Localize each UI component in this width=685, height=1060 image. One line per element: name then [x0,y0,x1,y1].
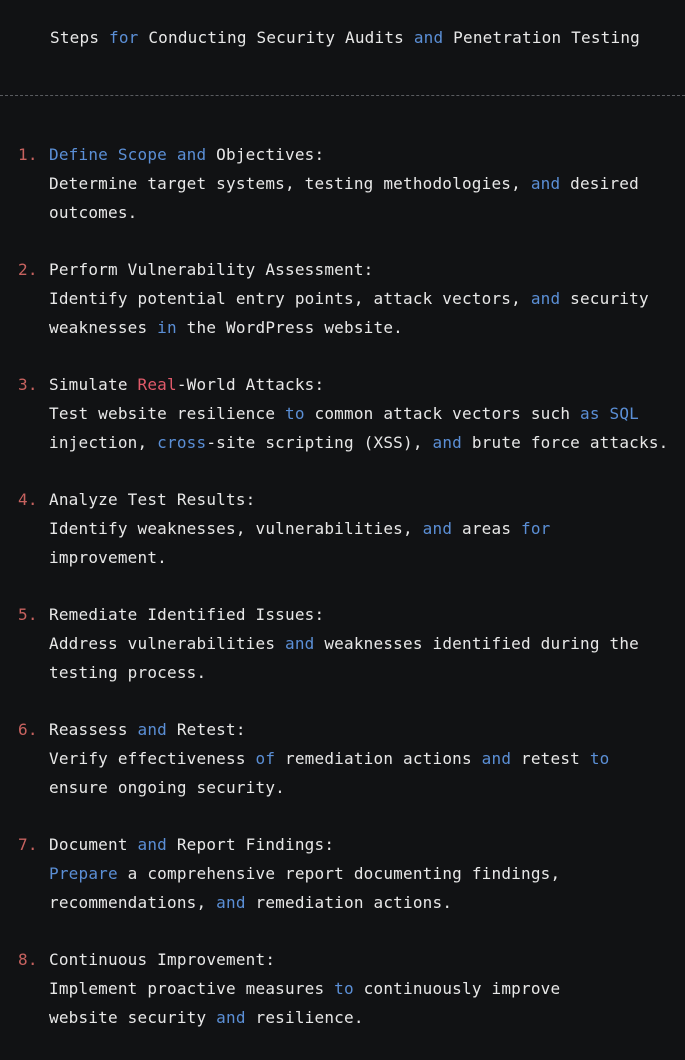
step-title [49,140,324,169]
step-title [49,830,334,859]
text-segment: Test website resilience [49,404,285,423]
text-segment: Conducting Security Audits [138,28,414,47]
description-line [49,198,639,227]
text-segment: Determine target systems, testing methodologies, [49,174,531,193]
text-segment: and [137,835,167,854]
text-segment: and [137,720,167,739]
step-number: 7. [18,835,38,854]
text-segment: -World Attacks: [176,375,325,394]
step-description [49,514,551,572]
dashed-divider [0,95,685,96]
description-line [49,313,649,342]
description-line [49,543,551,572]
text-segment: Perform Vulnerability Assessment: [49,260,374,279]
text-segment: retest [511,749,590,768]
description-line [49,974,560,1003]
text-segment: Reassess [49,720,138,739]
text-segment: brute force attacks. [462,433,669,452]
text-segment: in [157,318,177,337]
step-number: 3. [18,375,38,394]
step-number: 1. [18,145,38,164]
list-item [0,370,685,485]
text-segment: as SQL [580,404,639,423]
text-segment: a comprehensive report documenting findings, [117,864,561,883]
description-line [49,773,610,802]
text-segment: weaknesses [49,318,158,337]
text-segment: common attack vectors such [304,404,580,423]
text-segment: weaknesses identified during the [314,634,639,653]
text-segment: Analyze Test Results: [49,490,256,509]
step-description [49,974,560,1032]
step-number: 4. [18,490,38,509]
text-segment: to [334,979,354,998]
text-segment: ensure ongoing security. [49,778,285,797]
text-segment: and [481,749,512,768]
step-title [49,370,324,399]
description-line [49,888,560,917]
text-segment: Continuous Improvement: [49,950,276,969]
text-segment: of [255,749,276,768]
step-description [49,744,610,802]
step-number: 6. [18,720,38,739]
text-segment: Penetration Testing [443,28,640,47]
step-title [49,945,275,974]
description-line [49,1003,560,1032]
text-segment: resilience. [245,1008,364,1027]
description-line [49,859,560,888]
text-segment: Remediate Identified Issues: [49,605,325,624]
text-segment: security [560,289,649,308]
text-segment: Retest: [167,720,246,739]
description-line [49,514,551,543]
text-segment: Address vulnerabilities [49,634,285,653]
text-segment: Prepare [49,864,118,883]
step-description [49,284,649,342]
step-title [49,600,324,629]
text-segment: Report Findings: [167,835,335,854]
description-line [49,658,639,687]
text-segment: and [530,174,561,193]
step-description [49,399,669,457]
description-line [49,428,669,457]
description-line [49,284,649,313]
step-title [49,255,373,284]
text-segment: for [521,519,551,538]
step-title [49,485,256,514]
description-line [49,744,610,773]
steps-list [0,140,685,1060]
list-item [0,140,685,255]
step-description [49,169,639,227]
description-line [49,629,639,658]
text-segment: improvement. [49,548,167,567]
text-segment: injection, [49,433,158,452]
text-segment: to [589,749,610,768]
text-segment: Document [49,835,138,854]
description-line [49,169,639,198]
list-item [0,600,685,715]
text-segment: Simulate [49,375,138,394]
text-segment: and [432,433,462,452]
text-segment: remediation actions [275,749,482,768]
text-segment: and [530,289,561,308]
text-segment: Real [137,375,177,394]
list-item [0,255,685,370]
list-item [0,485,685,600]
text-segment: and [413,28,444,47]
text-segment: and [285,634,315,653]
text-segment: outcomes. [49,203,138,222]
text-segment: website security [49,1008,217,1027]
step-description [49,629,639,687]
text-segment: Implement proactive measures [49,979,335,998]
list-item [0,830,685,945]
text-segment: Verify effectiveness [49,749,256,768]
step-number: 8. [18,950,38,969]
text-segment: testing process. [49,663,207,682]
text-segment: desired [560,174,639,193]
text-segment: to [285,404,305,423]
text-segment: Define Scope and [49,145,207,164]
text-segment: Steps [50,28,109,47]
text-segment: areas [452,519,521,538]
text-segment: and [216,1008,246,1027]
text-segment: for [109,28,139,47]
text-segment: Identify weaknesses, vulnerabilities, [49,519,423,538]
text-segment: Objectives: [206,145,325,164]
text-segment: and [422,519,453,538]
text-segment: Identify potential entry points, attack vectors, [49,289,531,308]
text-segment: the WordPress website. [176,318,403,337]
description-line [49,399,669,428]
step-title [49,715,246,744]
text-segment: and [216,893,246,912]
step-number: 2. [18,260,38,279]
text-segment: remediation actions. [245,893,453,912]
list-item [0,945,685,1060]
text-segment: recommendations, [49,893,217,912]
text-segment: -site scripting (XSS), [206,433,433,452]
document-title [50,26,640,50]
text-segment: cross [157,433,207,452]
step-description [49,859,560,917]
step-number: 5. [18,605,38,624]
list-item [0,715,685,830]
text-segment: continuously improve [353,979,561,998]
